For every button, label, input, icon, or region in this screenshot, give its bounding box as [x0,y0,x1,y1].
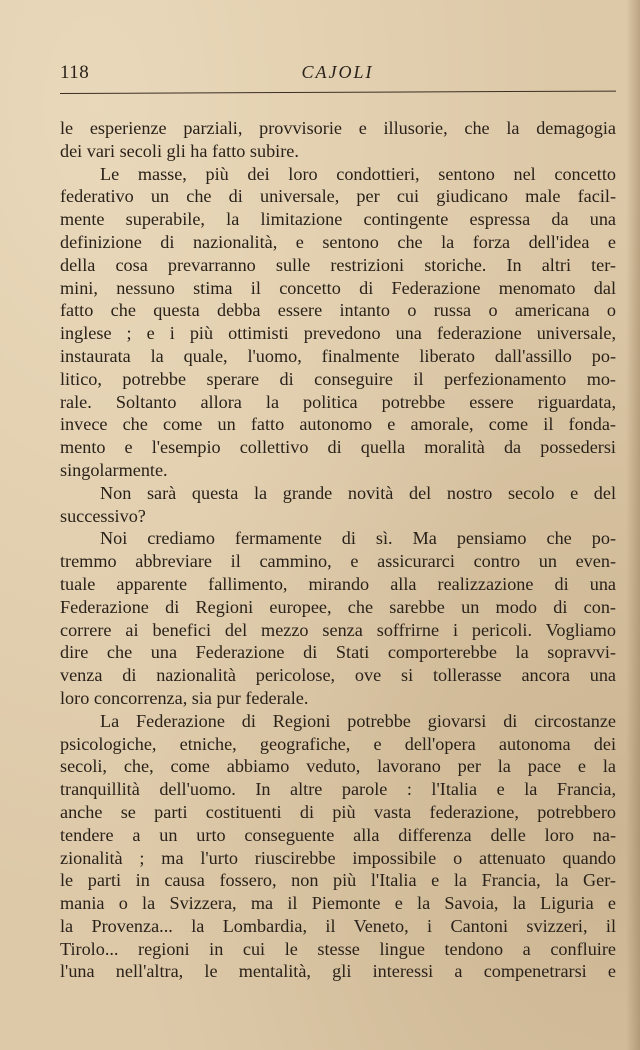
text-line: federativo un che di universale, per cui giudicano male facil- [60,186,616,207]
text-line: tremmo abbreviare il cammino, e assicurarci contro un even- [60,551,616,572]
text-line: fatto che questa debba essere intanto o russa o americana o [60,300,616,321]
text-line: singolarmente. [60,459,168,480]
text-line: la Provenza... la Lombardia, il Veneto, i Cantoni svizzeri, il [60,915,616,936]
text-line: successivo? [60,505,146,526]
text-line: Federazione di Regioni europee, che sarebbe un modo di con- [60,596,616,617]
running-head [60,62,615,88]
text-line: rale. Soltanto allora la politica potrebbe essere riguardata, [60,391,616,412]
text-line: psicologiche, etniche, geografiche, e dell'opera autonoma dei [60,733,616,754]
text-line: della cosa prevarranno sulle restrizioni storiche. In altri ter- [60,254,616,275]
text-line: dire che una Federazione di Stati comporterebbe la sopravvi- [60,642,616,663]
text-line: venza di nazionalità pericolose, ove si tollerasse ancora una [60,665,616,686]
text-line: Tirolo... regioni in cui le stesse lingue tendono a confluire [60,938,616,959]
text-line: tuale apparente fallimento, mirando alla realizzazione di una [60,573,616,594]
text-line: mente superabile, la limitazione contingente espressa da una [60,209,616,230]
text-line: anche se parti costituenti di più vasta federazione, potrebbero [60,801,616,822]
header-rule [60,91,616,94]
page-edge-shadow [626,0,640,1050]
text-line: le parti in causa fossero, non più l'Italia e la Francia, la Ger- [60,870,616,891]
text-line: l'una nell'altra, le mentalità, gli interessi a compenetrarsi e [60,961,616,982]
text-line: definizione di nazionalità, e sentono che la forza dell'idea e [60,231,616,252]
text-line: instaurata la quale, l'uomo, finalmente liberato dall'assillo po- [60,345,616,366]
running-title: CAJOLI [301,62,374,82]
text-line: mania o la Svizzera, ma il Piemonte e la Savoia, la Liguria e [60,893,616,914]
text-line: inglese ; e i più ottimisti prevedono una federazione universale, [60,323,616,344]
text-line: secoli, che, come abbiamo veduto, lavorano per la pace e la [60,756,616,777]
body-text [60,117,616,983]
text-line: mento e l'esempio collettivo di quella moralità da possedersi [60,437,616,458]
text-line: Noi crediamo fermamente di sì. Ma pensiamo che po- [100,528,616,549]
text-line: correre ai benefici del mezzo senza soffrirne i pericoli. Vogliamo [60,619,616,640]
page-number: 118 [60,62,90,83]
text-line: loro concorrenza, sia pur federale. [60,687,309,708]
text-line: tendere a un urto conseguente alla differenza delle loro na- [60,824,616,845]
text-line: invece che come un fatto autonomo e amorale, come il fonda- [60,414,616,435]
text-line: Le masse, più dei loro condottieri, sentono nel concetto [100,163,616,184]
text-line: mini, nessuno stima il concetto di Federazione menomato dal [60,277,616,298]
text-line: litico, potrebbe sperare di conseguire il perfezionamento mo- [60,368,616,389]
text-line: La Federazione di Regioni potrebbe giovarsi di circostanze [100,710,616,731]
text-line: zionalità ; ma l'urto riuscirebbe impossibile o attenuato quando [60,847,616,868]
text-line: tranquillità dell'uomo. In altre parole : l'Italia e la Francia, [60,779,616,800]
text-line: dei vari secoli gli ha fatto subire. [60,140,299,161]
text-line: le esperienze parziali, provvisorie e illusorie, che la demagogia [60,118,616,138]
text-line: Non sarà questa la grande novità del nostro secolo e del [100,482,616,503]
